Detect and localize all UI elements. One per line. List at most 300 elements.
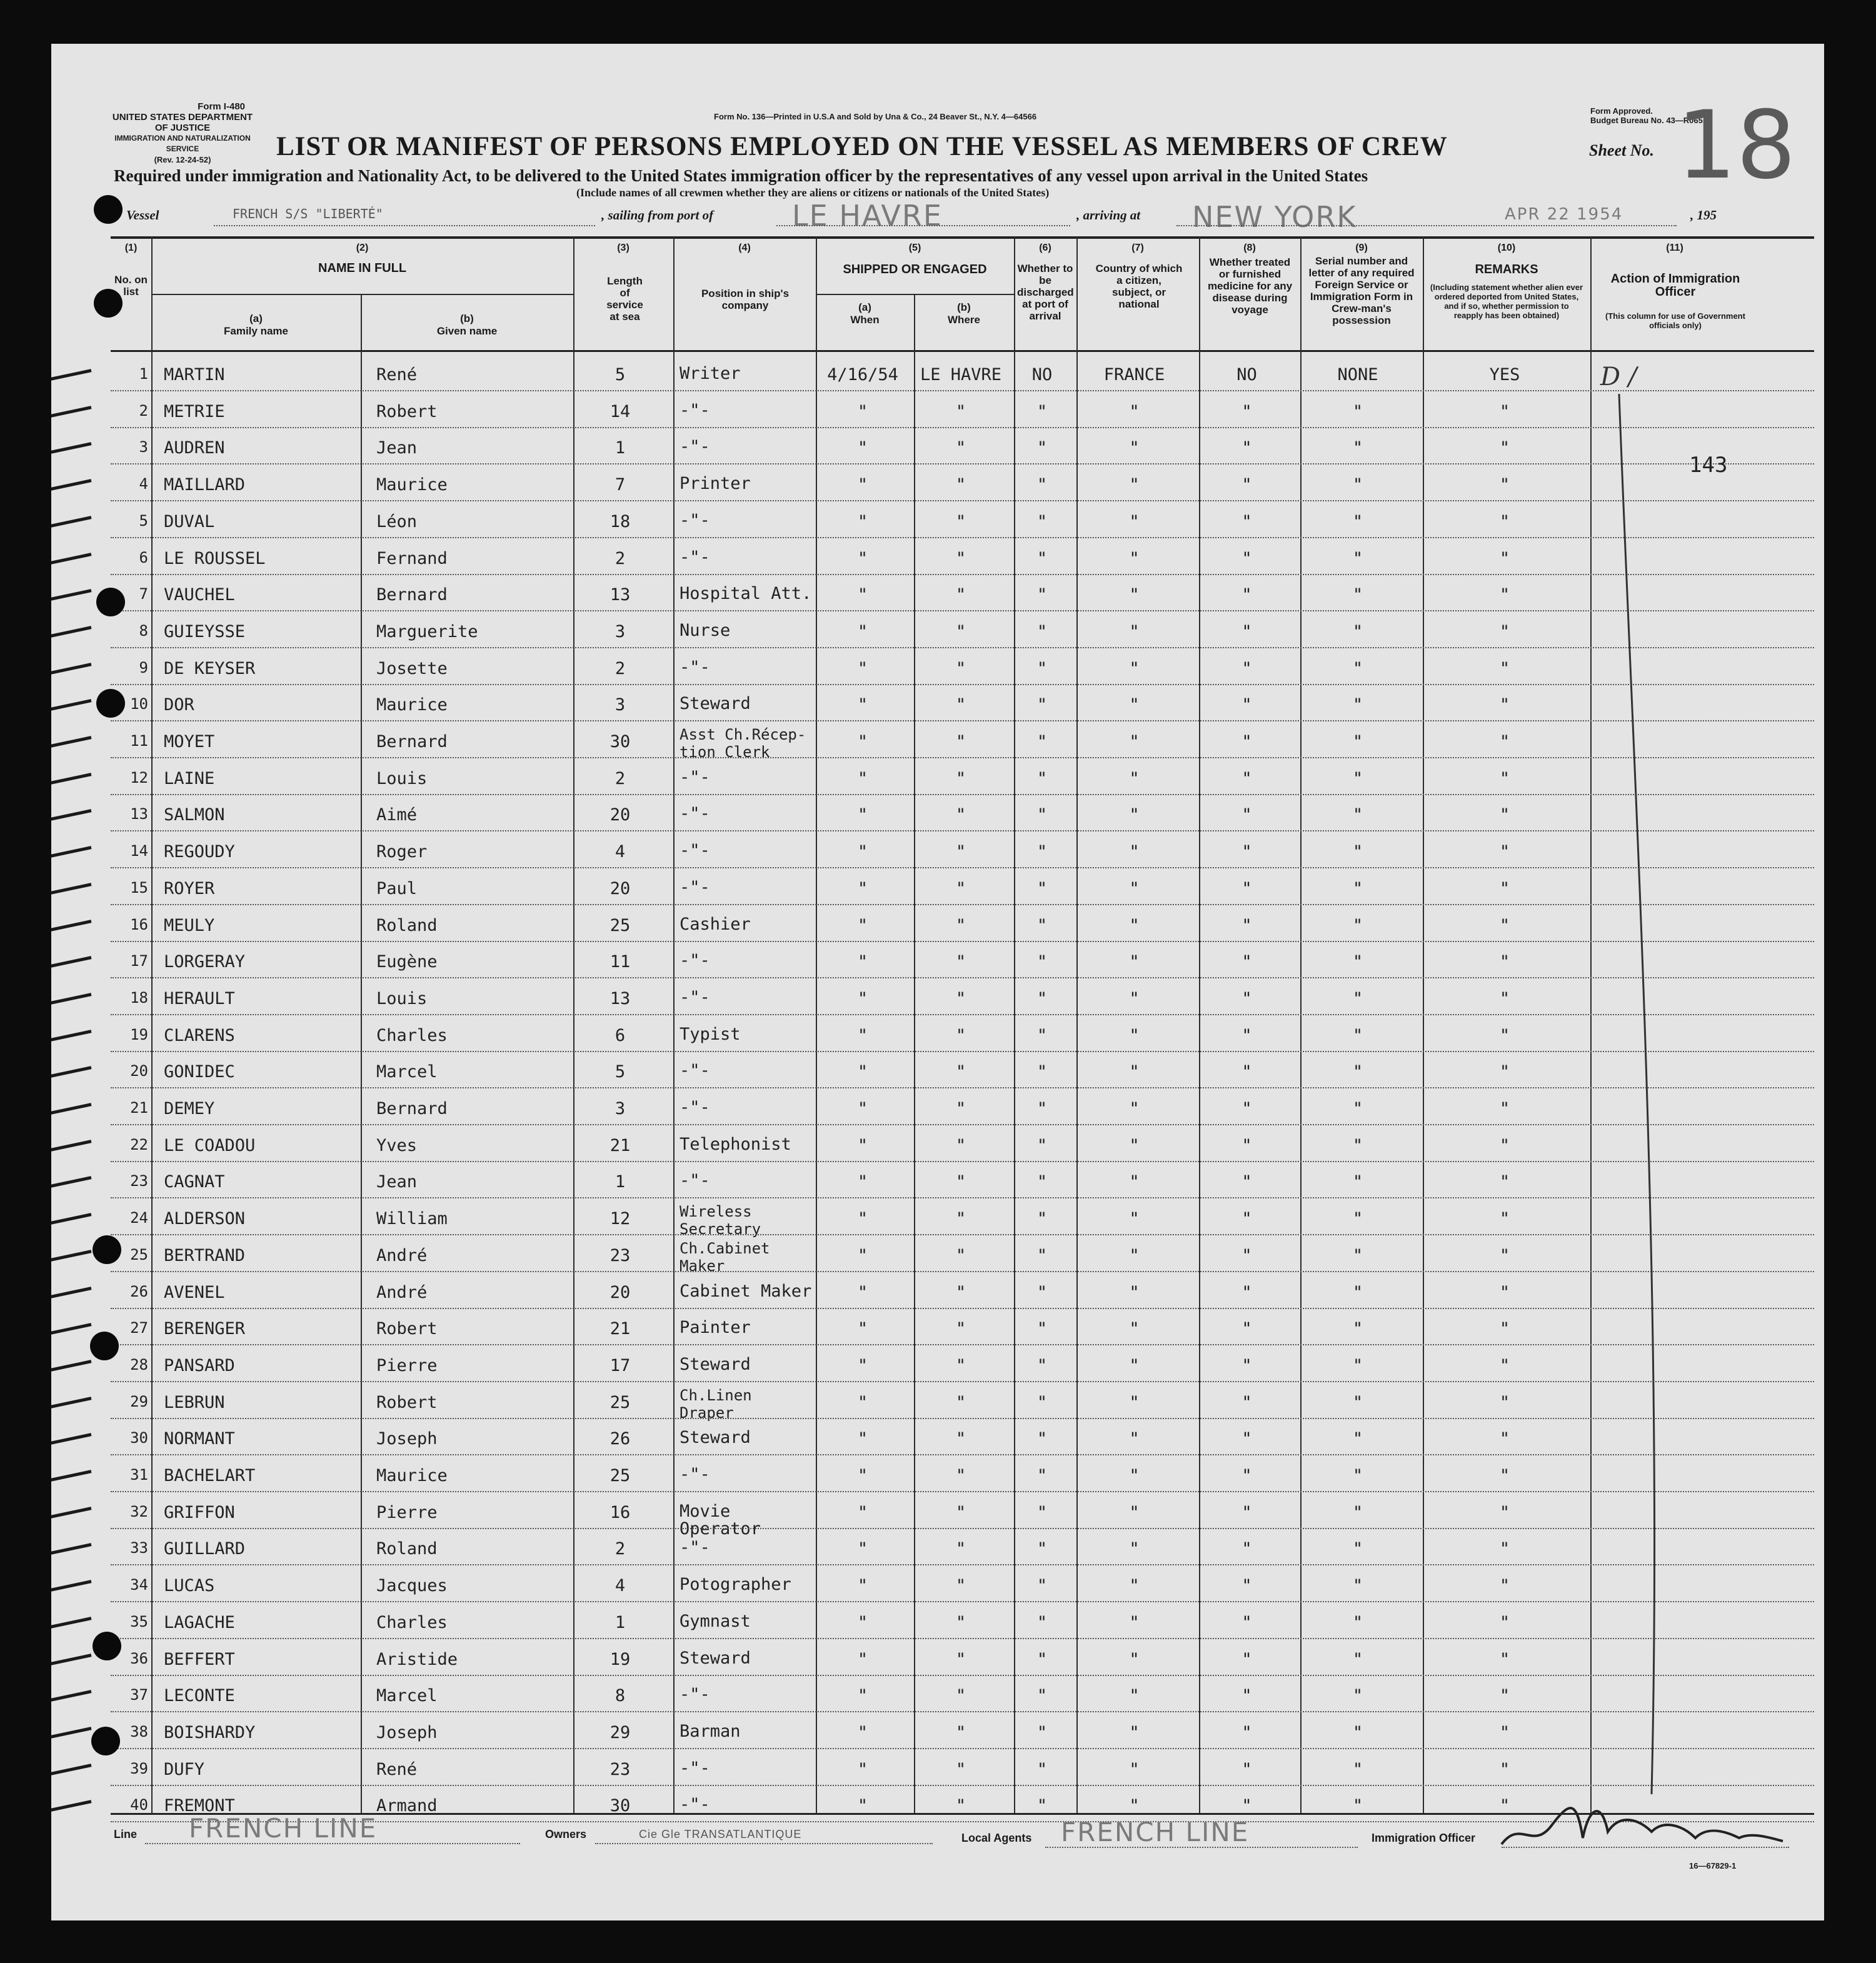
family-name: LAGACHE: [164, 1612, 235, 1632]
margin-check-mark: [51, 883, 91, 898]
ditto-mark: ": [1241, 438, 1252, 458]
ditto-mark: ": [857, 1392, 868, 1412]
action-mark: D /: [1600, 363, 1637, 391]
ditto-mark: ": [1241, 768, 1252, 788]
row-rule: [111, 1564, 1814, 1565]
ditto-mark: ": [1241, 695, 1252, 715]
ditto-mark: ": [1036, 1319, 1048, 1339]
ditto-mark: ": [955, 621, 966, 641]
row-number: 24: [130, 1209, 148, 1227]
annotation-143: 143: [1689, 453, 1728, 478]
ditto-mark: ": [1036, 1135, 1048, 1155]
position-in-company: -"-: [680, 1465, 710, 1484]
ditto-mark: ": [1352, 1282, 1363, 1302]
service-length: 1: [614, 438, 626, 458]
ditto-mark: ": [1241, 988, 1252, 1008]
margin-check-mark: [51, 479, 91, 495]
service-length: 14: [609, 401, 631, 421]
ditto-mark: ": [1499, 878, 1510, 898]
given-name: Eugène: [376, 952, 438, 972]
given-name: Fernand: [376, 548, 448, 568]
ditto-mark: ": [1352, 585, 1363, 605]
table-row: [51, 833, 1824, 870]
ditto-mark: ": [857, 1686, 868, 1706]
ditto-mark: ": [1036, 1759, 1048, 1779]
service-length: 23: [609, 1245, 631, 1265]
col5a-letter: (a): [858, 301, 871, 313]
position-in-company: Potographer: [680, 1575, 791, 1595]
col5b-header: Where: [948, 314, 980, 326]
row-rule: [111, 1711, 1814, 1712]
form-approved: Form Approved.: [1590, 106, 1653, 116]
include-note: (Include names of all crewmen whether they are aliens or citizens or nationals of the United States): [576, 186, 1050, 199]
service-length: 4: [614, 842, 626, 862]
service-length: 12: [609, 1209, 631, 1229]
table-row: [51, 1494, 1824, 1539]
margin-check-mark: [51, 663, 91, 678]
ditto-mark: ": [1036, 768, 1048, 788]
family-name: GONIDEC: [164, 1062, 235, 1082]
ditto-mark: ": [857, 1759, 868, 1779]
family-name: NORMANT: [164, 1429, 235, 1449]
table-row: [51, 870, 1824, 906]
given-name: Maurice: [376, 1466, 448, 1485]
ditto-mark: ": [1499, 1502, 1510, 1522]
ditto-mark: ": [857, 1282, 868, 1302]
ditto-mark: ": [1352, 1612, 1363, 1632]
col2-header: NAME IN FULL: [318, 261, 407, 275]
ditto-mark: ": [955, 952, 966, 972]
table-row: [51, 429, 1824, 466]
ditto-mark: ": [1352, 621, 1363, 641]
service-length: 17: [609, 1355, 631, 1375]
ditto-mark: ": [1241, 1429, 1252, 1449]
ditto-mark: ": [857, 1245, 868, 1265]
line-label: Line: [114, 1828, 138, 1840]
punch-hole: [93, 1632, 121, 1660]
ditto-mark: ": [1036, 1612, 1048, 1632]
row-rule: [111, 1051, 1814, 1052]
ditto-mark: ": [1129, 1172, 1140, 1192]
given-name: Aimé: [376, 805, 418, 825]
arriving-underline: [1176, 225, 1677, 226]
service-length: 13: [609, 585, 631, 605]
ditto-mark: ": [1241, 1612, 1252, 1632]
position-in-company: -"-: [680, 437, 710, 457]
service-length: 2: [614, 768, 626, 788]
punch-hole: [90, 1332, 119, 1360]
table-row: [51, 576, 1824, 613]
ditto-mark: ": [1036, 1209, 1048, 1229]
shipped-subheader-rule: [816, 294, 1014, 295]
row-rule: [111, 1638, 1814, 1639]
service-length: 19: [609, 1649, 631, 1669]
row-rule: [111, 500, 1814, 501]
table-row: [51, 1347, 1824, 1383]
vessel-name: FRENCH S/S "LIBERTÉ": [233, 206, 383, 221]
row-rule: [111, 1234, 1814, 1235]
ditto-mark: ": [1129, 1245, 1140, 1265]
row-number: 17: [130, 952, 148, 970]
sheet-number: 18: [1677, 91, 1796, 200]
ditto-mark: ": [857, 1539, 868, 1559]
row-rule: [111, 390, 1814, 391]
ditto-mark: ": [955, 1466, 966, 1485]
ditto-mark: ": [1241, 475, 1252, 495]
table-row: [51, 1053, 1824, 1090]
service-length: 3: [614, 1099, 626, 1118]
family-name: DEMEY: [164, 1099, 215, 1118]
ditto-mark: ": [955, 1722, 966, 1742]
row-number: 34: [130, 1576, 148, 1594]
ditto-mark: ": [1129, 1576, 1140, 1596]
margin-check-mark: [51, 699, 91, 715]
col2a-header: Family name: [224, 325, 288, 337]
line-value: FRENCH LINE: [189, 1813, 378, 1844]
ditto-mark: ": [1129, 1796, 1140, 1816]
ditto-mark: ": [1241, 1649, 1252, 1669]
ditto-mark: ": [1241, 1392, 1252, 1412]
ditto-mark: ": [1036, 1099, 1048, 1118]
ditto-mark: ": [1129, 1209, 1140, 1229]
position-in-company: Hospital Att.: [680, 584, 812, 604]
ditto-mark: ": [1499, 1392, 1510, 1412]
row-rule: [111, 1785, 1814, 1786]
margin-check-mark: [51, 589, 91, 605]
ditto-mark: ": [1241, 1759, 1252, 1779]
revision: (Rev. 12-24-52): [154, 155, 211, 164]
margin-check-mark: [51, 1617, 91, 1632]
given-name: Marguerite: [376, 621, 478, 641]
col1-header: No. on list: [114, 274, 148, 298]
given-name: René: [376, 365, 418, 384]
margin-check-mark: [51, 956, 91, 971]
ditto-mark: ": [1036, 1722, 1048, 1742]
row-rule: [111, 537, 1814, 538]
ditto-mark: ": [857, 768, 868, 788]
ditto-mark: ": [1036, 1392, 1048, 1412]
family-name: LORGERAY: [164, 952, 246, 972]
row-rule: [111, 1748, 1814, 1749]
given-name: Charles: [376, 1025, 448, 1045]
family-name: ALDERSON: [164, 1209, 246, 1229]
ditto-mark: ": [955, 1796, 966, 1816]
margin-check-mark: [51, 1544, 91, 1559]
ditto-mark: ": [1352, 1722, 1363, 1742]
ditto-mark: ": [955, 1612, 966, 1632]
position-in-company: Steward: [680, 1428, 751, 1448]
ditto-mark: ": [1352, 1392, 1363, 1412]
table-row: [51, 1751, 1824, 1787]
given-name: Marcel: [376, 1062, 438, 1082]
ditto-mark: ": [1036, 695, 1048, 715]
ditto-mark: ": [1499, 732, 1510, 751]
row-rule: [111, 1454, 1814, 1455]
ditto-mark: ": [1241, 1172, 1252, 1192]
ditto-mark: ": [955, 842, 966, 862]
ditto-mark: ": [1129, 695, 1140, 715]
ditto-mark: ": [1036, 1172, 1048, 1192]
given-name: Aristide: [376, 1649, 458, 1669]
ditto-mark: ": [1499, 1319, 1510, 1339]
table-row: [51, 1384, 1824, 1420]
position-in-company: Cabinet Maker: [680, 1281, 812, 1301]
family-name: SALMON: [164, 805, 225, 825]
ditto-mark: ": [1036, 1649, 1048, 1669]
ditto-mark: ": [1129, 1722, 1140, 1742]
position-in-company: Movie Operator: [680, 1501, 761, 1539]
ditto-mark: ": [1352, 1539, 1363, 1559]
ditto-mark: ": [1241, 548, 1252, 568]
ditto-mark: ": [1129, 475, 1140, 495]
sailing-port: LE HAVRE: [792, 199, 943, 233]
table-row: [51, 1200, 1824, 1237]
margin-check-mark: [51, 369, 91, 384]
ditto-mark: ": [1352, 1025, 1363, 1045]
position-in-company: Ch.Cabinet Maker: [680, 1239, 770, 1275]
table-row: [51, 907, 1824, 943]
ditto-mark: ": [1129, 548, 1140, 568]
margin-check-mark: [51, 993, 91, 1008]
ditto-mark: ": [1499, 621, 1510, 641]
row-number: 38: [130, 1722, 148, 1740]
ditto-mark: ": [1036, 805, 1048, 825]
officer-label: Immigration Officer: [1372, 1832, 1476, 1844]
row-number: 20: [130, 1062, 148, 1080]
ditto-mark: ": [1352, 805, 1363, 825]
margin-check-mark: [51, 810, 91, 825]
given-name: Jean: [376, 438, 418, 458]
ditto-mark: ": [1352, 1245, 1363, 1265]
family-name: MOYET: [164, 732, 215, 751]
department: UNITED STATES DEPARTMENT OF JUSTICE: [112, 112, 253, 133]
position-in-company: Printer: [680, 474, 751, 494]
position-in-company: -"-: [680, 841, 710, 861]
ditto-mark: ": [1499, 988, 1510, 1008]
ditto-mark: ": [1352, 768, 1363, 788]
ditto-mark: ": [1129, 511, 1140, 531]
ditto-mark: ": [1352, 1466, 1363, 1485]
ditto-mark: ": [1036, 621, 1048, 641]
remarks-value: YES: [1489, 365, 1520, 384]
position-in-company: Gymnast: [680, 1611, 751, 1631]
family-name: DE KEYSER: [164, 658, 256, 678]
position-in-company: Steward: [680, 1648, 751, 1668]
col9-header: Serial number and letter of any required Foreign Service or Immigration Form in Crew-man's possession: [1308, 255, 1415, 326]
table-row: [51, 1641, 1824, 1677]
table-row: [51, 1567, 1824, 1604]
ditto-mark: ": [1129, 401, 1140, 421]
officer-underline: [1502, 1847, 1789, 1848]
row-number: 26: [130, 1282, 148, 1300]
ditto-mark: ": [1129, 768, 1140, 788]
ditto-mark: ": [1352, 475, 1363, 495]
margin-check-mark: [51, 1177, 91, 1192]
family-name: MEULY: [164, 915, 215, 935]
family-name: CAGNAT: [164, 1172, 225, 1192]
col8-number: (8): [1243, 243, 1256, 253]
position-in-company: -"-: [680, 877, 710, 897]
family-name: ROYER: [164, 878, 215, 898]
margin-check-mark: [51, 1360, 91, 1375]
sheet-label: Sheet No.: [1589, 141, 1654, 159]
given-name: Jacques: [376, 1576, 448, 1596]
ditto-mark: ": [1499, 1612, 1510, 1632]
ditto-mark: ": [1241, 1722, 1252, 1742]
position-in-company: -"-: [680, 1171, 710, 1191]
family-name: METRIE: [164, 401, 225, 421]
family-name: VAUCHEL: [164, 585, 235, 605]
row-number: 19: [130, 1025, 148, 1043]
row-rule: [111, 1418, 1814, 1419]
service-length: 4: [614, 1576, 626, 1596]
table-row: [51, 1714, 1824, 1750]
given-name: Robert: [376, 1392, 438, 1412]
row-rule: [111, 463, 1814, 464]
ditto-mark: ": [857, 952, 868, 972]
service-length: 5: [614, 1062, 626, 1082]
row-number: 36: [130, 1649, 148, 1667]
col8-header: Whether treated or furnished medicine for any disease during voyage: [1207, 256, 1293, 316]
family-name: BOISHARDY: [164, 1722, 256, 1742]
ditto-mark: ": [1241, 805, 1252, 825]
ditto-mark: ": [1352, 1135, 1363, 1155]
ditto-mark: ": [1352, 1502, 1363, 1522]
service-length: 8: [614, 1686, 626, 1706]
ditto-mark: ": [857, 1355, 868, 1375]
service-length: 25: [609, 1466, 631, 1485]
service-length: 30: [609, 732, 631, 751]
ditto-mark: ": [955, 1539, 966, 1559]
service-length: 25: [609, 915, 631, 935]
ditto-mark: ": [955, 1759, 966, 1779]
position-in-company: Barman: [680, 1721, 741, 1741]
given-name: Charles: [376, 1612, 448, 1632]
given-name: Robert: [376, 401, 438, 421]
col2b-letter: (b): [460, 313, 474, 324]
position-in-company: Nurse: [680, 620, 731, 640]
table-row: [51, 613, 1824, 650]
row-number: 13: [130, 805, 148, 823]
ditto-mark: ": [1036, 585, 1048, 605]
margin-check-mark: [51, 1507, 91, 1522]
table-row: [51, 356, 1824, 393]
margin-check-mark: [51, 920, 91, 935]
row-rule: [111, 1308, 1814, 1309]
row-rule: [111, 1161, 1814, 1162]
margin-check-mark: [51, 1066, 91, 1082]
row-number: 25: [130, 1245, 148, 1263]
ditto-mark: ": [955, 1172, 966, 1192]
position-in-company: -"-: [680, 657, 710, 677]
shipped-where: LE HAVRE: [920, 365, 1002, 384]
ditto-mark: ": [955, 658, 966, 678]
service-length: 21: [609, 1135, 631, 1155]
ditto-mark: ": [955, 438, 966, 458]
table-row: [51, 1017, 1824, 1053]
arriving-port: NEW YORK: [1192, 200, 1357, 234]
family-name: LEBRUN: [164, 1392, 225, 1412]
ditto-mark: ": [1352, 1062, 1363, 1082]
country-value: FRANCE: [1103, 365, 1165, 384]
row-rule: [111, 684, 1814, 685]
ditto-mark: ": [1036, 1502, 1048, 1522]
row-rule: [111, 977, 1814, 978]
service-length: 29: [609, 1722, 631, 1742]
family-name: PANSARD: [164, 1355, 235, 1375]
ditto-mark: ": [1129, 1282, 1140, 1302]
ditto-mark: ": [1241, 1062, 1252, 1082]
ditto-mark: ": [1036, 1355, 1048, 1375]
given-name: Josette: [376, 658, 448, 678]
ditto-mark: ": [955, 585, 966, 605]
ditto-mark: ": [955, 878, 966, 898]
ditto-mark: ": [955, 1392, 966, 1412]
ditto-mark: ": [1499, 1245, 1510, 1265]
punch-hole: [91, 1727, 120, 1755]
ditto-mark: ": [955, 1429, 966, 1449]
ditto-mark: ": [1241, 878, 1252, 898]
ditto-mark: ": [955, 768, 966, 788]
given-name: Paul: [376, 878, 418, 898]
ditto-mark: ": [1241, 658, 1252, 678]
ditto-mark: ": [857, 1025, 868, 1045]
ditto-mark: ": [1036, 658, 1048, 678]
family-name: LUCAS: [164, 1576, 215, 1596]
given-name: Pierre: [376, 1502, 438, 1522]
ditto-mark: ": [857, 1209, 868, 1229]
family-name: MARTIN: [164, 365, 225, 384]
ditto-mark: ": [1129, 658, 1140, 678]
position-in-company: -"-: [680, 987, 710, 1007]
ditto-mark: ": [1241, 621, 1252, 641]
budget-bureau: Budget Bureau No. 43—R065.5.: [1590, 116, 1712, 125]
ditto-mark: ": [857, 1135, 868, 1155]
table-row: [51, 1677, 1824, 1714]
col10-note: (Including statement whether alien ever ordered deported from United States, and if so, whether permission to reapply has been obtained): [1430, 283, 1583, 320]
table-row: [51, 1237, 1824, 1273]
given-name: Roland: [376, 915, 438, 935]
given-name: Roger: [376, 842, 428, 862]
ditto-mark: ": [955, 475, 966, 495]
ditto-mark: ": [1499, 1429, 1510, 1449]
ditto-mark: ": [857, 805, 868, 825]
margin-check-mark: [51, 1690, 91, 1705]
row-rule: [111, 904, 1814, 905]
col5-number: (5): [908, 243, 921, 253]
arriving-label: , arriving at: [1076, 208, 1141, 223]
row-rule: [111, 720, 1814, 721]
table-header-rule: [111, 350, 1814, 352]
ditto-mark: ": [1036, 1796, 1048, 1816]
ditto-mark: ": [1036, 1686, 1048, 1706]
ditto-mark: ": [1352, 878, 1363, 898]
margin-check-mark: [51, 1764, 91, 1779]
row-rule: [111, 1601, 1814, 1602]
ditto-mark: ": [1241, 1282, 1252, 1302]
table-row: [51, 943, 1824, 980]
ditto-mark: ": [1241, 1686, 1252, 1706]
ditto-mark: ": [1241, 1502, 1252, 1522]
ditto-mark: ": [1499, 1355, 1510, 1375]
col1-number: (1): [124, 243, 138, 253]
table-row: [51, 760, 1824, 796]
row-rule: [111, 1087, 1814, 1088]
row-rule: [111, 1344, 1814, 1345]
service-length: 1: [614, 1612, 626, 1632]
position-in-company: -"-: [680, 1538, 710, 1558]
col11-header: Action of Immigration Officer: [1610, 272, 1740, 299]
